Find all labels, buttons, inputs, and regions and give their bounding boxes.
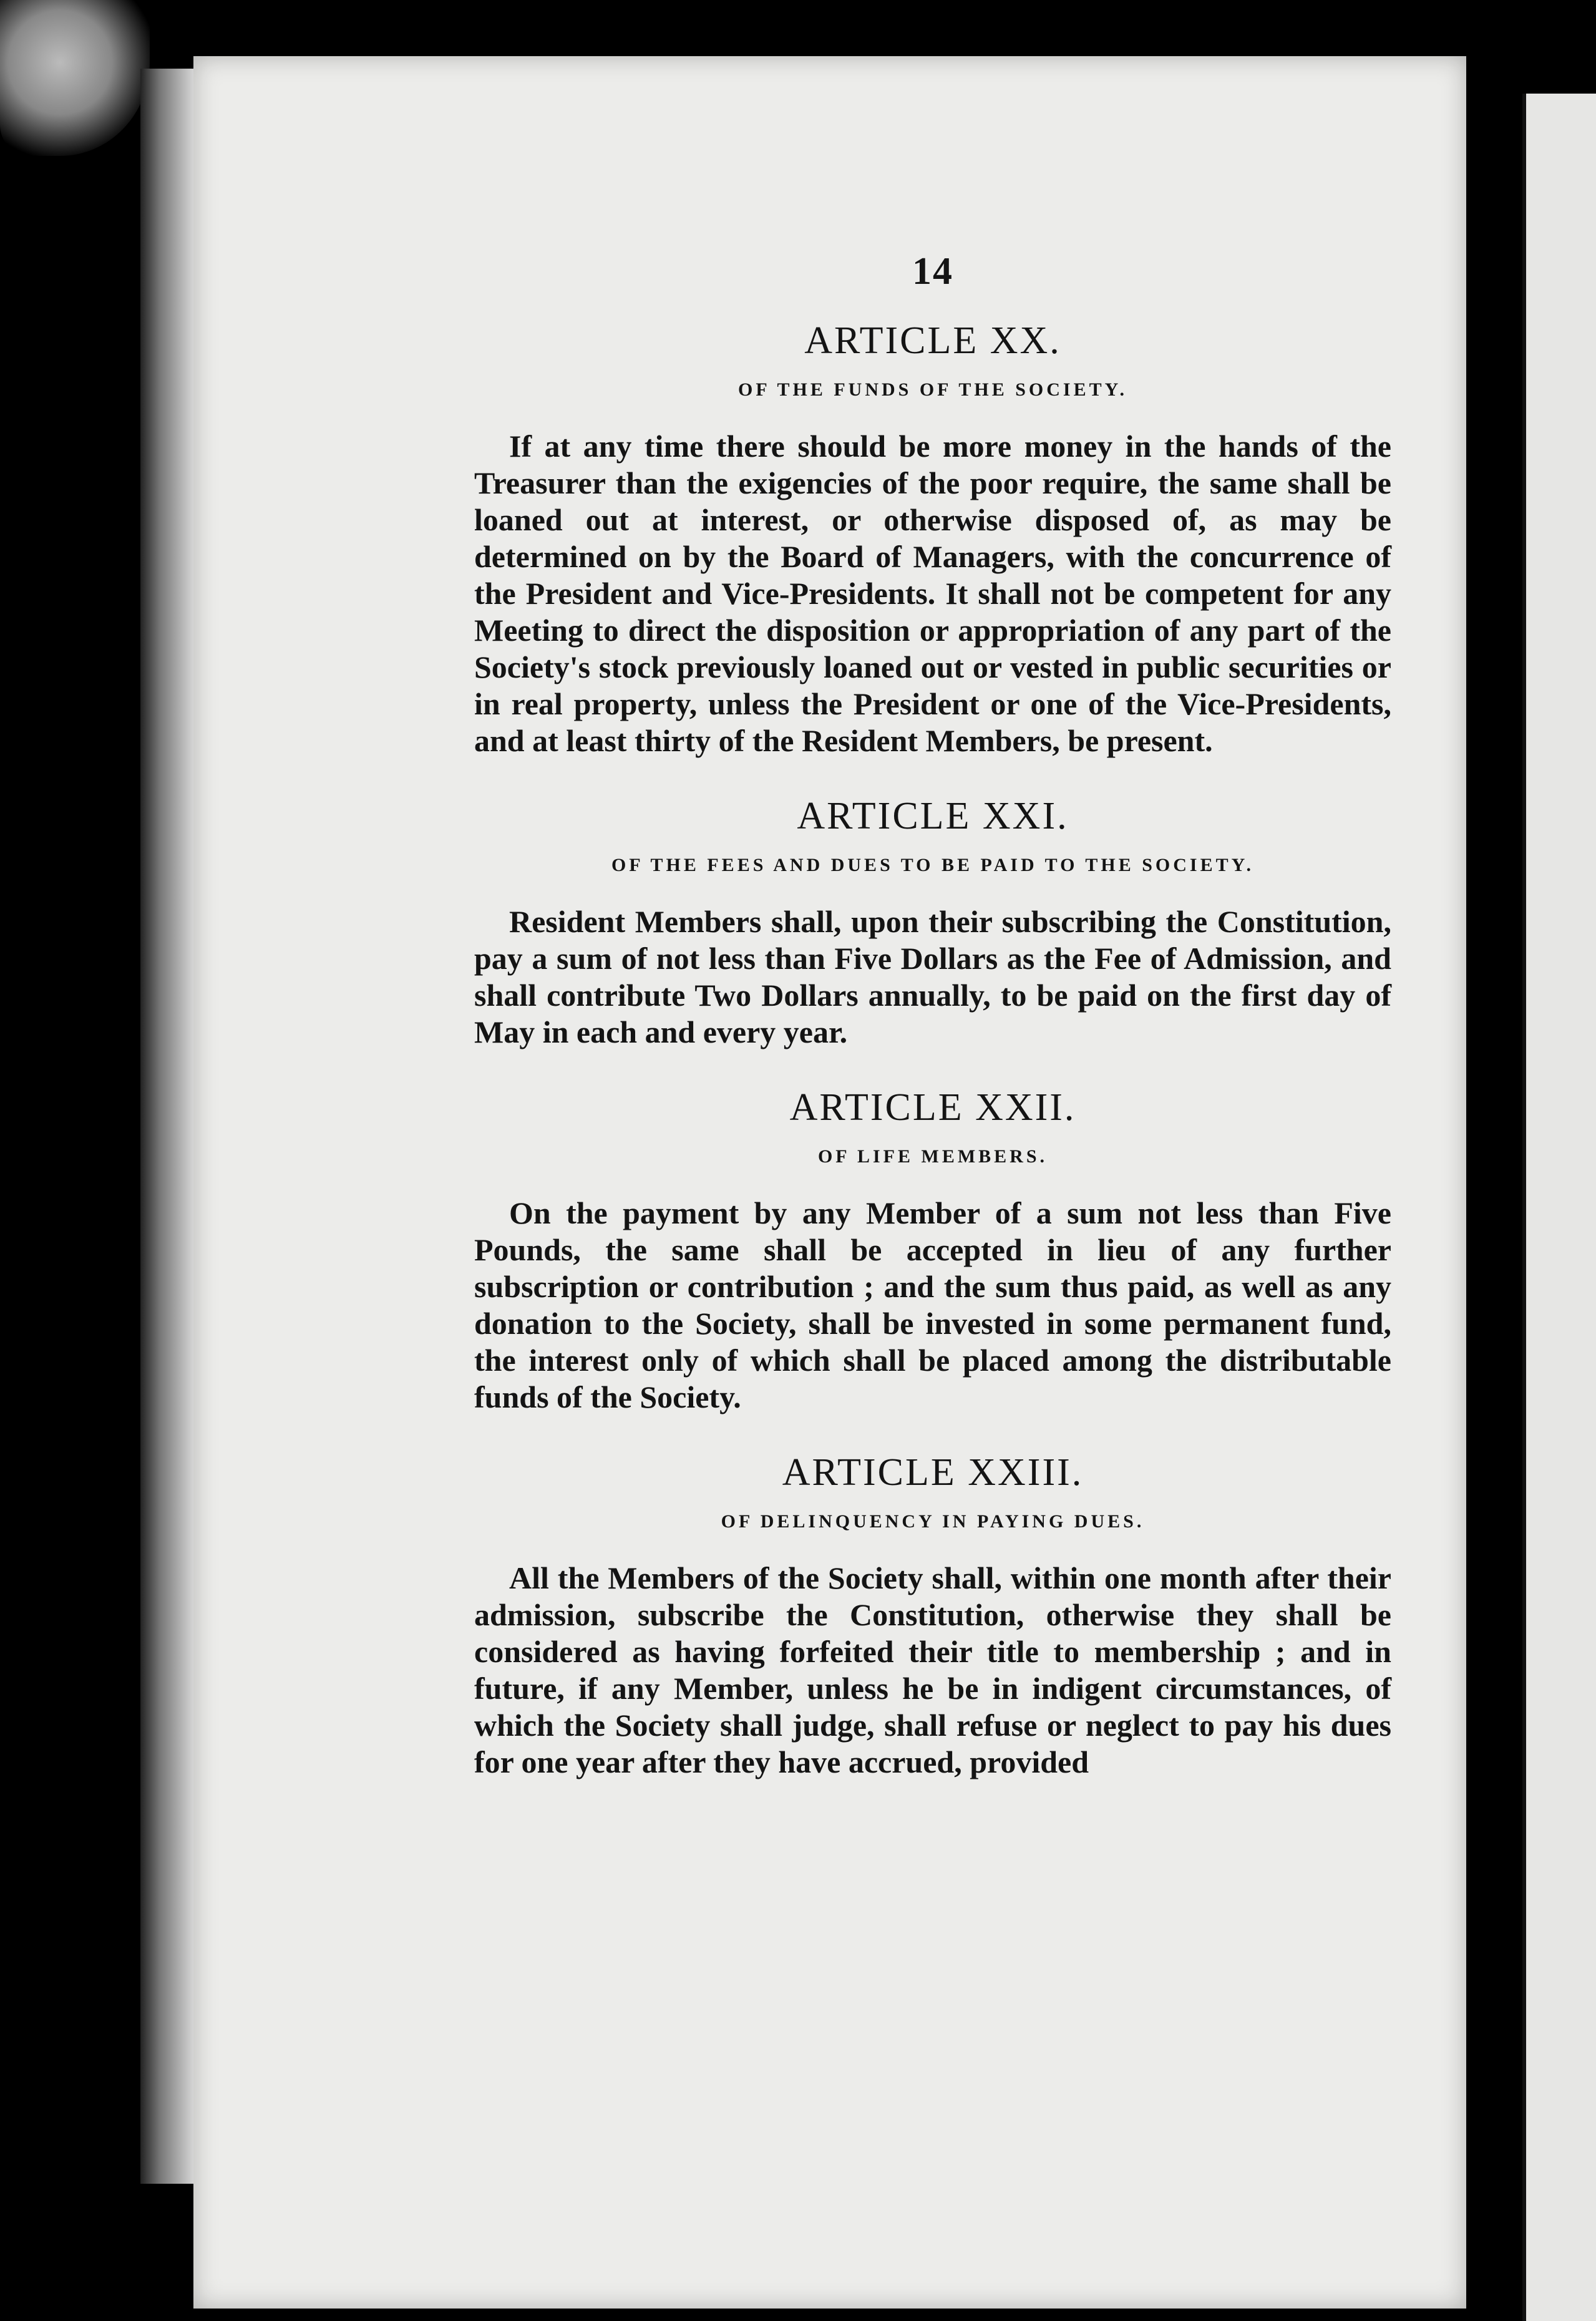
article-text: If at any time there should be more money in the hands of the Treasurer than the exigencies of the poor require, the same shall be loaned out at interest, or otherwise disposed of, as may be determined on by the Board of Managers, with the concurrence of the President and Vice-Presidents. It shall not be competent for any Meeting to direct the disposition or appropriation of any part of the Society's stock previously loaned out or vested in public securities or in real property, unless the President or one of the Vice-Presidents, and at least thirty of the Resident Members, be present. <box>474 429 1391 758</box>
page-content <box>474 250 1391 1816</box>
article-title: ARTICLE XXI. <box>797 795 1069 837</box>
article-xxiii <box>474 1451 1391 1781</box>
article-heading: OF THE FUNDS OF THE SOCIETY. <box>737 379 1127 400</box>
article-text: On the payment by any Member of a sum not less than Five Pounds, the same shall be accepted in lieu of any further subscription or contribution ; and the sum thus paid, as well as any donation to the Society, shall be invested in some permanent fund, the interest only of which shall be placed among the distributable funds of the Society. <box>474 1195 1391 1414</box>
article-text: All the Members of the Society shall, within one month after their admission, subscribe the Constitution, otherwise they shall be considered as having forfeited their title to membership ; and in future, if any Member, unless he be in indigent circumstances, of which the Society shall judge, shall refuse or neglect to pay his dues for one year after they have accrued, provided <box>474 1560 1391 1779</box>
article-heading: OF LIFE MEMBERS. <box>817 1146 1048 1167</box>
page-number: 14 <box>912 250 953 293</box>
article-xx <box>474 319 1391 759</box>
article-heading: OF THE FEES AND DUES TO BE PAID TO THE SOCIETY. <box>611 855 1254 875</box>
torn-page-corner <box>0 0 150 156</box>
article-text: Resident Members shall, upon their subscribing the Constitution, pay a sum of not less than Five Dollars as the Fee of Admission, and shall contribute Two Dollars annually, to be paid on the first day of May in each and every year. <box>474 904 1391 1049</box>
article-title: ARTICLE XX. <box>804 319 1061 362</box>
adjacent-page-edge <box>1522 94 1596 2321</box>
article-title: ARTICLE XXII. <box>789 1086 1076 1129</box>
article-title: ARTICLE XXIII. <box>782 1451 1084 1494</box>
page-binding-edge <box>140 69 197 2184</box>
article-xxii <box>474 1086 1391 1416</box>
article-xxi <box>474 794 1391 1051</box>
article-heading: OF DELINQUENCY IN PAYING DUES. <box>721 1511 1145 1532</box>
